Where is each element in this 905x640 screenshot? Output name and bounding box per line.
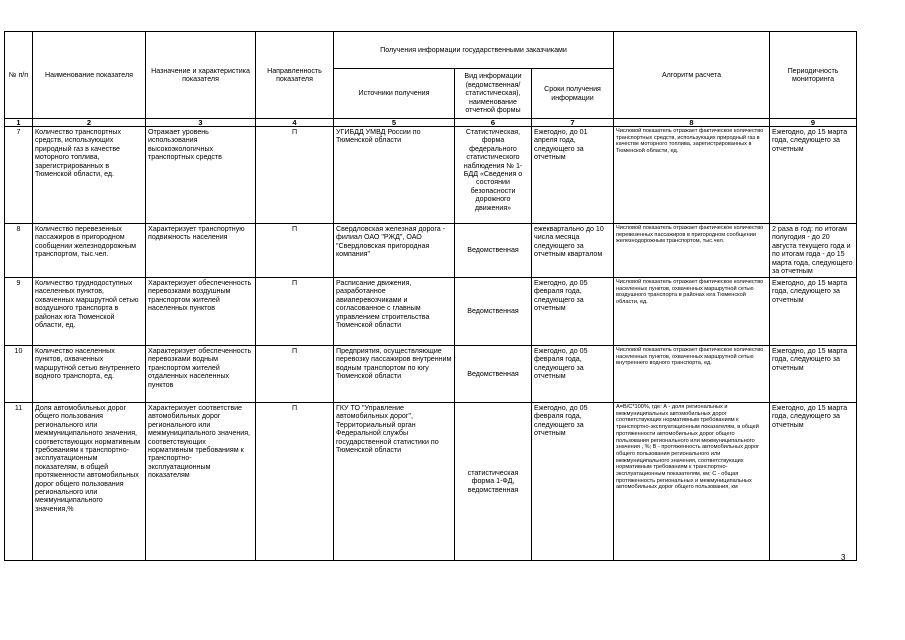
row-number: 11 (5, 403, 33, 561)
column-number: 7 (532, 119, 614, 127)
table-row (5, 127, 857, 224)
header-terms: Сроки получения информации (532, 69, 614, 119)
calc-algorithm: Числовой показатель отражает фактическое количество населенных пунктов, охваченных маршрутной сетью внутреннего водного транспорта, ед. (614, 346, 770, 403)
monitoring-period: Ежегодно, до 15 марта года, следующего за отчетным (770, 346, 857, 403)
indicator-name: Доля автомобильных дорог общего пользования регионального или межмуниципального значения, соответствующих нормативным требованиям к транспортно-эксплуатационным показателям, в общей протяженности автомобильных дорог общего пользования регионального или межмуниципального значения,% (33, 403, 146, 561)
info-source: ГКУ ТО "Управление автомобильных дорог", Территориальный орган Федеральной службы государственной статистики по Тюменской области (334, 403, 455, 561)
calc-algorithm: Числовой показатель отражает фактическое количество транспортных средств, использующих природный газ в качестве моторного топлива, зарегистрированных в Тюменской области, ед. (614, 127, 770, 224)
monitoring-period: Ежегодно, до 15 марта года, следующего за отчетным (770, 127, 857, 224)
header-no: № п/п (5, 32, 33, 119)
indicator-purpose: Отражает уровень использования высокоэкологичных транспортных средств (146, 127, 256, 224)
info-source: Расписание движения, разработанное авиаперевозчиками и согласованное с главным управлением строительства Тюменской области (334, 278, 455, 346)
table-row (5, 278, 857, 346)
table-right-edge (856, 31, 863, 483)
header-name: Наименование показателя (33, 32, 146, 119)
column-number: 8 (614, 119, 770, 127)
indicators-table (4, 31, 857, 561)
calc-algorithm: Числовой показатель отражает фактическое количество перевезенных пассажиров в пригородном сообщении железнодорожным транспортом, тыс.чел. (614, 224, 770, 278)
calc-algorithm: А=В/С*100%, где: А - доля региональных и межмуниципальных автомобильных дорог соответствующих нормативным требованиям к транспортно-эксплуатационным показателям, в общей протяженности автомобильных дорог общего пользования регионального или межмуниципального значения , %; В - протяженность автомобильных дорог общего пользования регионального или межмуниципального значения, соответствующих нормативным требованиям к транспортно-эксплуатационным показателям, км; С - общая протяженность региональных и межмуниципальных автомобильных дорог общего пользования, км (614, 403, 770, 561)
indicator-purpose: Характеризует транспортную подвижность населения (146, 224, 256, 278)
info-type: Ведомственная (455, 346, 532, 403)
row-number: 9 (5, 278, 33, 346)
row-number: 8 (5, 224, 33, 278)
indicator-name: Количество труднодоступных населенных пунктов, охваченных маршрутной сетью воздушного транспорта в районах юга Тюменской области, ед. (33, 278, 146, 346)
column-number: 4 (256, 119, 334, 127)
info-type: Ведомственная (455, 278, 532, 346)
info-source: Свердловская железная дорога - филиал ОАО "РЖД", ОАО "Свердловская пригородная компания" (334, 224, 455, 278)
table-row (5, 346, 857, 403)
column-numbers-row (5, 119, 857, 127)
header-direction: Направленность показателя (256, 32, 334, 119)
indicator-purpose: Характеризует обеспеченность перевозками водным транспортом жителей отдаленных населенных пунктов (146, 346, 256, 403)
row-number: 10 (5, 346, 33, 403)
header-sources: Источники получения (334, 69, 455, 119)
indicator-direction: П (256, 403, 334, 561)
info-terms: Ежегодно, до 05 февраля года, следующего за отчетным (532, 403, 614, 561)
row-number: 7 (5, 127, 33, 224)
header-purpose: Назначение и характеристика показателя (146, 32, 256, 119)
monitoring-period: 2 раза в год: по итогам полугодия - до 20 августа текущего года и по итогам года - до 15 марта года, следующего за отчетным (770, 224, 857, 278)
indicator-direction: П (256, 346, 334, 403)
indicator-direction: П (256, 278, 334, 346)
indicator-direction: П (256, 127, 334, 224)
table-row (5, 224, 857, 278)
column-number: 1 (5, 119, 33, 127)
header-algorithm: Алгоритм расчета (614, 32, 770, 119)
table-row (5, 403, 857, 561)
info-source: Предприятия, осуществляющие перевозку пассажиров внутренним водным транспортом по югу Тюменской области (334, 346, 455, 403)
header-type: Вид информации (ведомственная/ статистическая), наименование отчетной формы (455, 69, 532, 119)
info-terms: Ежегодно, до 05 февраля года, следующего за отчетным (532, 346, 614, 403)
info-terms: Ежегодно, до 05 февраля года, следующего за отчетным (532, 278, 614, 346)
info-terms: Ежегодно, до 01 апреля года, следующего за отчетным (532, 127, 614, 224)
indicator-name: Количество транспортных средств, использующих природный газ в качестве моторного топлива, зарегистрированных в Тюменской области, ед. (33, 127, 146, 224)
info-type: Статистическая, форма федерального статистического наблюдения № 1-БДД «Сведения о состоянии безопасности дорожного движения» (455, 127, 532, 224)
indicator-name: Количество населенных пунктов, охваченных маршрутной сетью внутреннего водного транспорта, ед. (33, 346, 146, 403)
column-number: 5 (334, 119, 455, 127)
indicator-purpose: Характеризует соответствие автомобильных дорог регионального или межмуниципального значения, соответствующих нормативным требованиям к транспортно-эксплуатационным показателям (146, 403, 256, 561)
info-source: УГИБДД УМВД России по Тюменской области (334, 127, 455, 224)
indicator-name: Количество перевезенных пассажиров в пригородном сообщении железнодорожным транспортом, тыс.чел. (33, 224, 146, 278)
column-number: 2 (33, 119, 146, 127)
info-type: Ведомственная (455, 224, 532, 278)
page-number: 3 (841, 553, 846, 562)
info-type: статистическая форма 1-ФД, ведомственная (455, 403, 532, 561)
header-row-top (5, 32, 857, 69)
monitoring-period: Ежегодно, до 15 марта года, следующего за отчетным (770, 403, 857, 561)
monitoring-period: Ежегодно, до 15 марта года, следующего за отчетным (770, 278, 857, 346)
indicator-direction: П (256, 224, 334, 278)
info-terms: ежеквартально до 10 числа месяца следующего за отчетным кварталом (532, 224, 614, 278)
column-number: 3 (146, 119, 256, 127)
header-info-group: Получения информации государственными заказчиками (334, 32, 614, 69)
indicator-purpose: Характеризует обеспеченность перевозками воздушным транспортом жителей населенных пунктов (146, 278, 256, 346)
column-number: 6 (455, 119, 532, 127)
calc-algorithm: Числовой показатель отражает фактическое количество населенных пунктов, охваченных маршрутной сетью воздушного транспорта в районах юга Тюменской области, ед. (614, 278, 770, 346)
header-period: Периодичность мониторинга (770, 32, 857, 119)
column-number: 9 (770, 119, 857, 127)
